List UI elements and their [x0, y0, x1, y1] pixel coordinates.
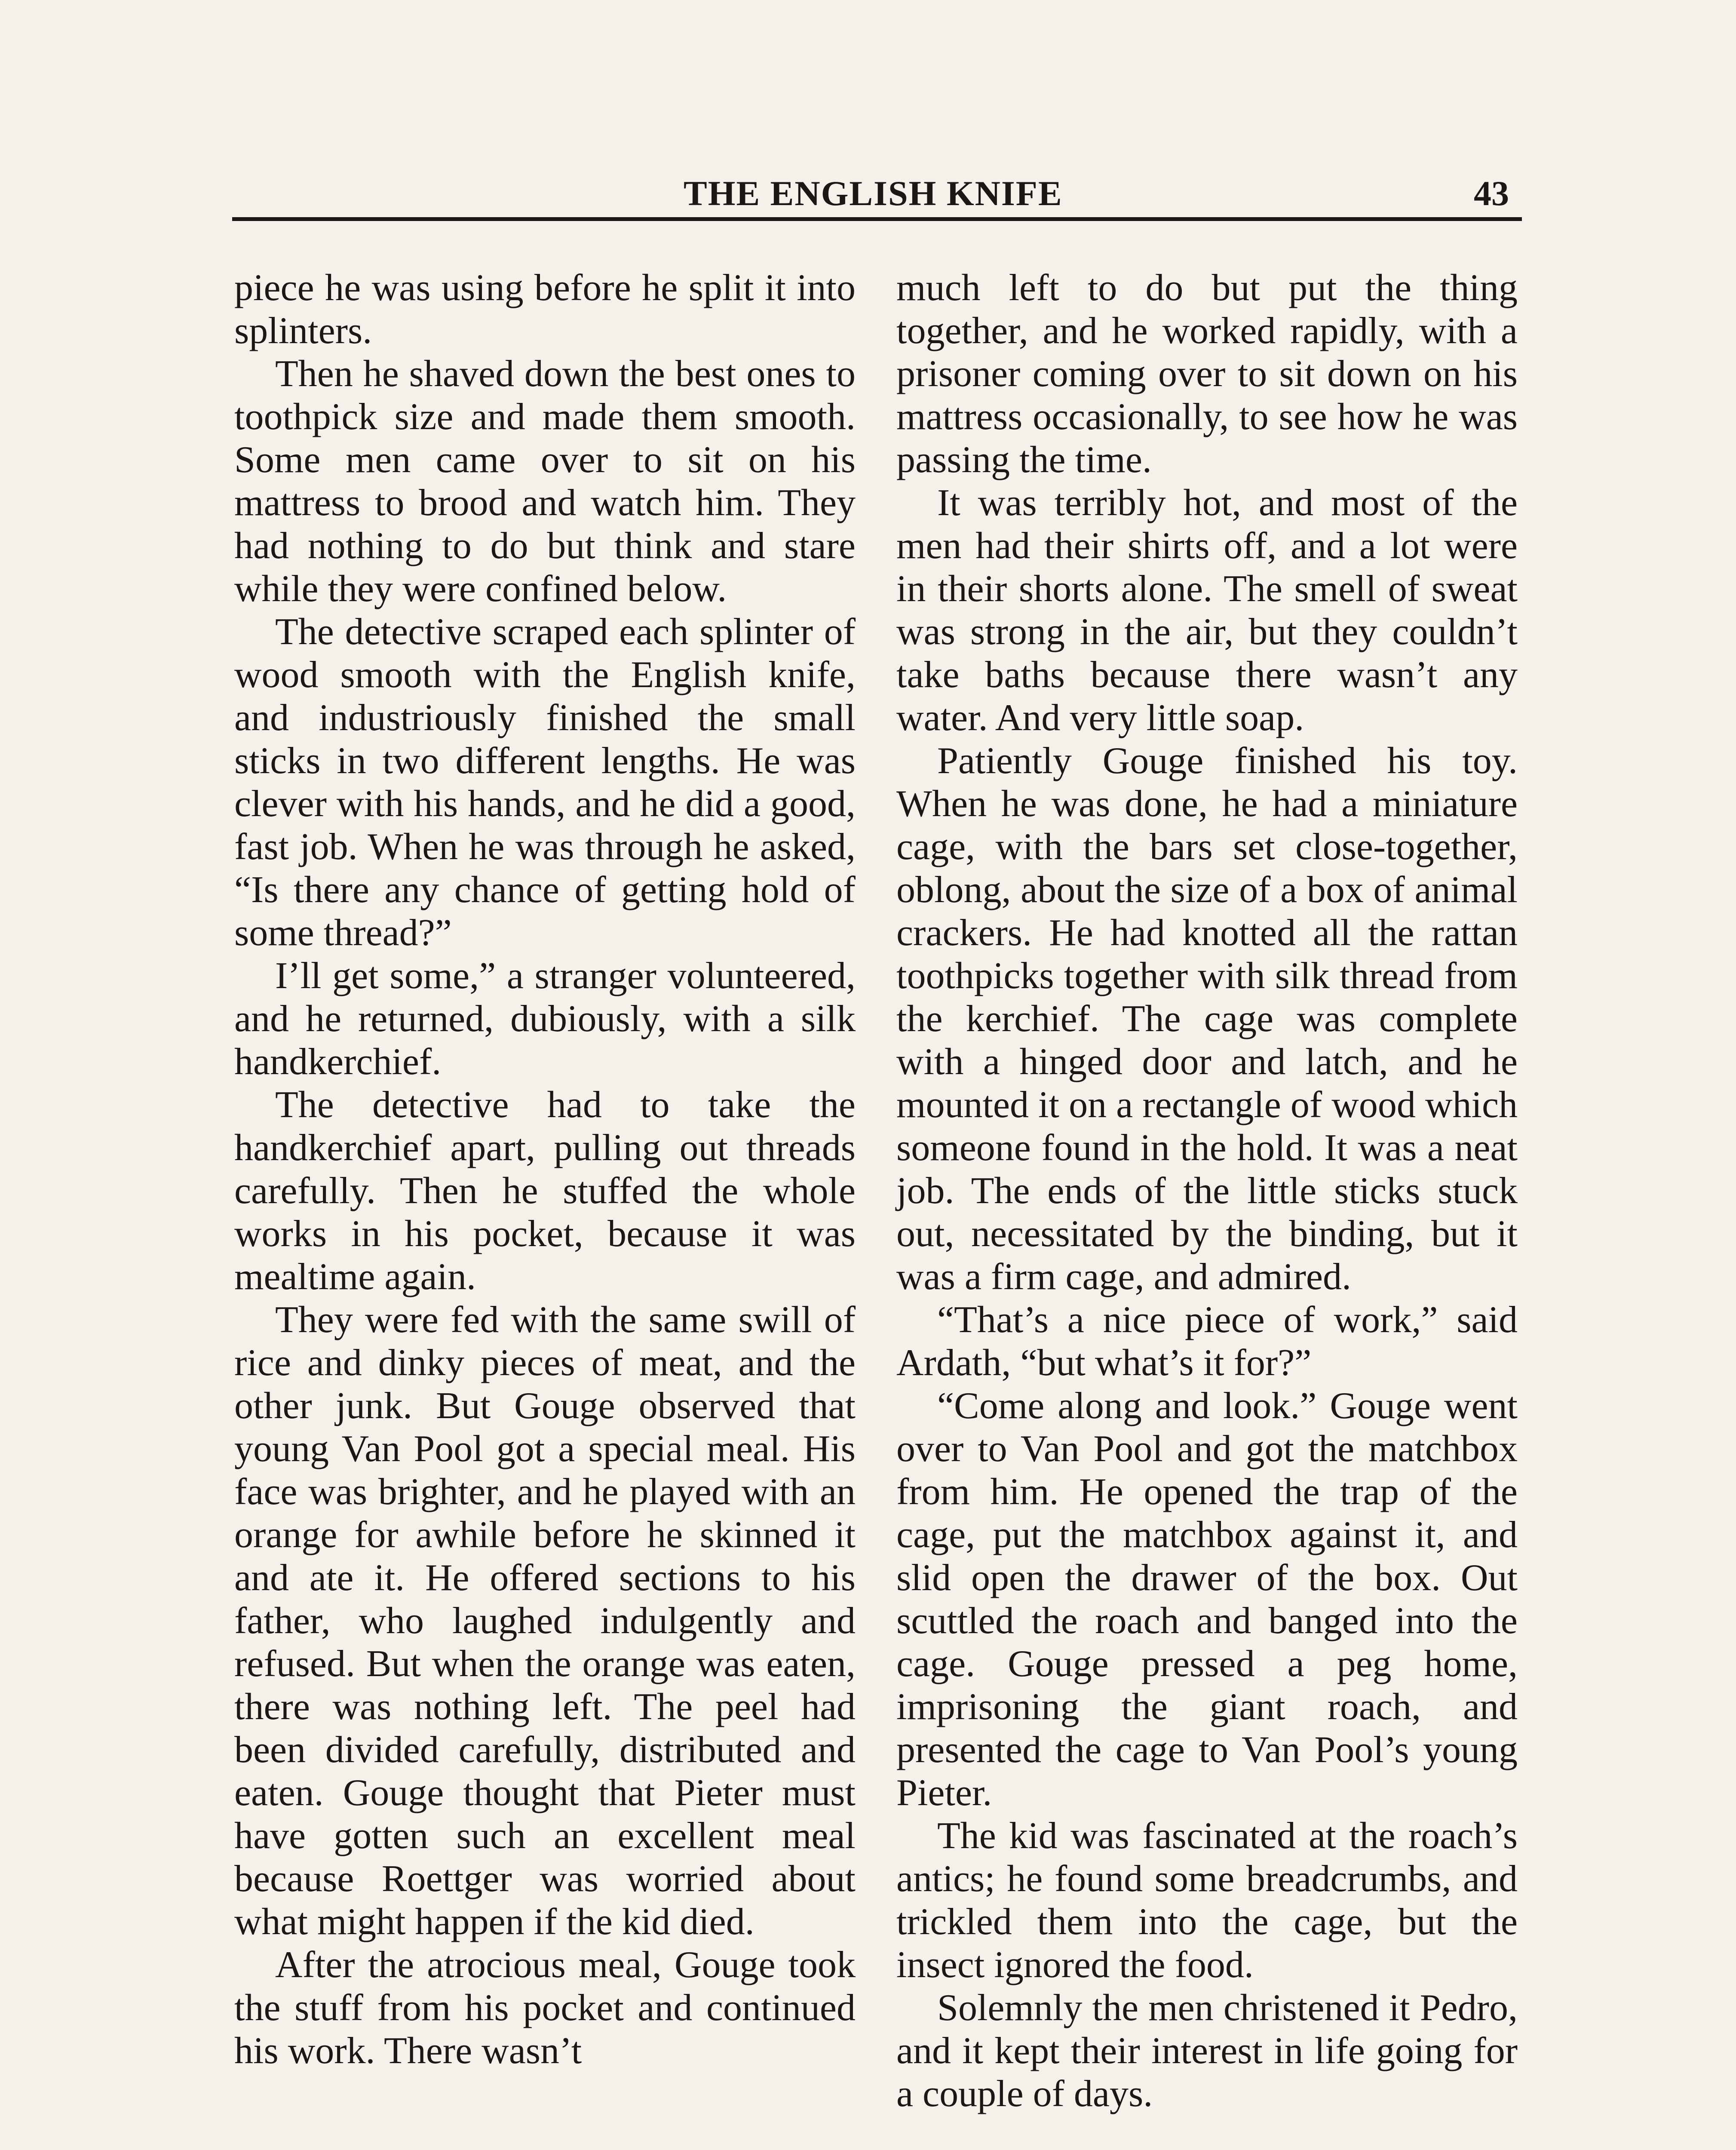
paragraph: “That’s a nice piece of work,” said Ardath, “but what’s it for?”: [896, 1299, 1518, 1384]
right-column: [896, 267, 1518, 2150]
paragraph: They were fed with the same swill of rice and dinky pieces of meat, and the other junk. But Gouge observed that young Van Pool got a special meal. His face was brighter, and he played with an orange for awhile before he skinned it and ate it. He offered sections to his father, who laughed indulgently and refused. But when the orange was eaten, there was nothing left. The peel had been divided carefully, distributed and eaten. Gouge thought that Pieter must have gotten such an excellent meal because Roettger was worried about what might happen if the kid died.: [234, 1299, 856, 1943]
paragraph: piece he was using before he split it into splinters.: [234, 267, 856, 352]
paragraph: After the atrocious meal, Gouge took the stuff from his pocket and continued his work. There wasn’t: [234, 1944, 856, 2072]
paragraph: Solemnly the men christened it Pedro, and it kept their interest in life going for a couple of days.: [896, 1987, 1518, 2115]
paragraph: The detective had to take the handkerchief apart, pulling out threads carefully. Then he stuffed the whole works in his pocket, because it was mealtime again.: [234, 1084, 856, 1298]
left-column: [234, 267, 856, 2150]
paragraph: much left to do but put the thing together, and he worked rapidly, with a prisoner coming over to sit down on his mattress occasionally, to see how he was passing the time.: [896, 267, 1518, 481]
paragraph: The detective scraped each splinter of wood smooth with the English knife, and industriously finished the small sticks in two different lengths. He was clever with his hands, and he did a good, fast job. When he was through he asked, “Is there any chance of getting hold of some thread?”: [234, 611, 856, 954]
paragraph: I’ll get some,” a stranger volunteered, and he returned, dubiously, with a silk handkerchief.: [234, 955, 856, 1083]
paragraph: It was terribly hot, and most of the men had their shirts off, and a lot were in their shorts alone. The smell of sweat was strong in the air, but they couldn’t take baths because there wasn’t any water. And very little soap.: [896, 482, 1518, 739]
running-header: [232, 172, 1522, 215]
header-rule: [232, 217, 1522, 221]
running-title: THE ENGLISH KNIFE: [684, 174, 1063, 213]
paragraph: “Come along and look.” Gouge went over to Van Pool and got the matchbox from him. He opened the trap of the cage, put the matchbox against it, and slid open the drawer of the box. Out scuttled the roach and banged into the cage. Gouge pressed a peg home, imprisoning the giant roach, and presented the cage to Van Pool’s young Pieter.: [896, 1385, 1518, 1814]
paragraph: Patiently Gouge finished his toy. When he was done, he had a miniature cage, with the bars set close-together, oblong, about the size of a box of animal crackers. He had knotted all the rattan toothpicks together with silk thread from the kerchief. The cage was complete with a hinged door and latch, and he mounted it on a rectangle of wood which someone found in the hold. It was a neat job. The ends of the little sticks stuck out, necessitated by the binding, but it was a firm cage, and admired.: [896, 740, 1518, 1298]
paragraph: Then he shaved down the best ones to toothpick size and made them smooth. Some men came over to sit on his mattress to brood and watch him. They had nothing to do but think and stare while they were confined below.: [234, 353, 856, 610]
page-number: 43: [1474, 174, 1509, 213]
paragraph: The kid was fascinated at the roach’s antics; he found some breadcrumbs, and trickled them into the cage, but the insect ignored the food.: [896, 1815, 1518, 1986]
